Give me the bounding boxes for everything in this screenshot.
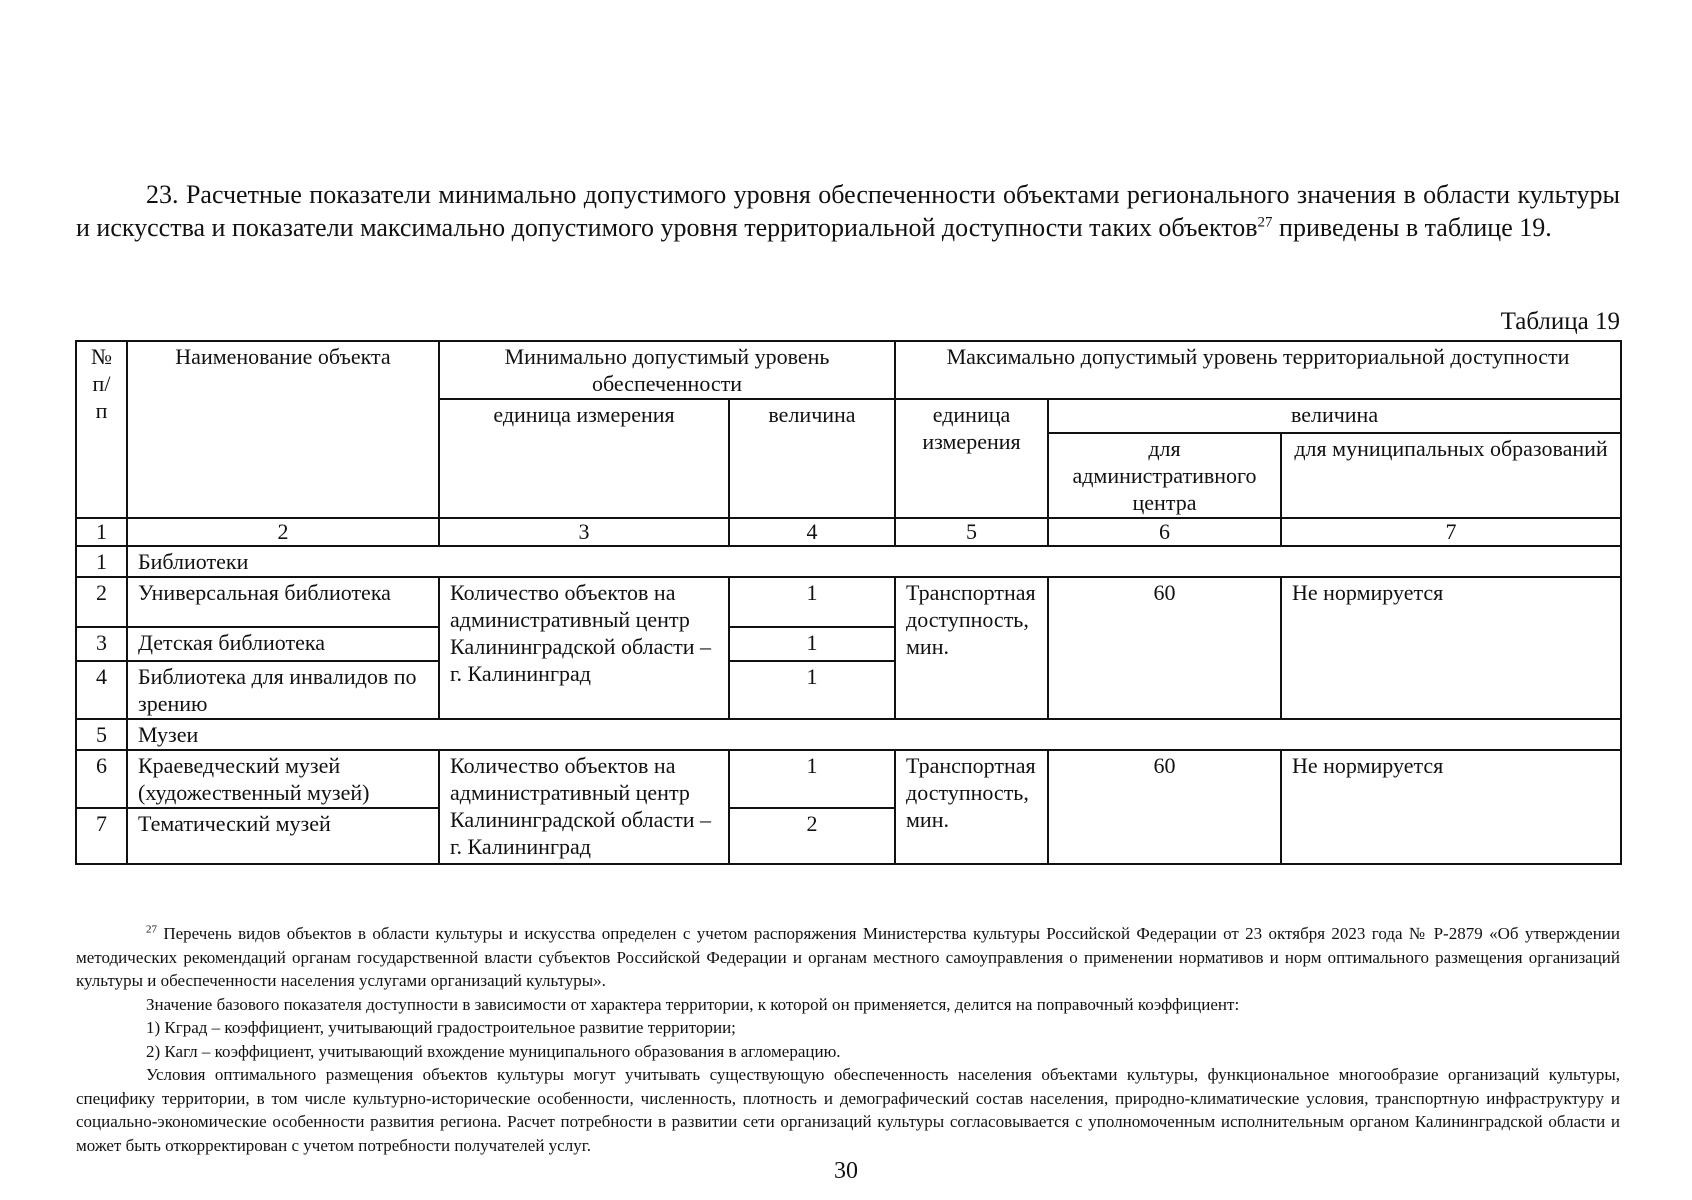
page-number: 30 xyxy=(834,1158,858,1184)
value-cell: 1 xyxy=(729,750,895,808)
header-max-admin: для административного центра xyxy=(1048,433,1281,518)
row-number: 6 xyxy=(76,750,127,808)
municipal-value-cell: Не нормируется xyxy=(1281,577,1621,719)
header-max-value: величина xyxy=(1048,399,1621,433)
intro-text: 23. Расчетные показатели минимально допустимого уровня обеспеченности объектами регионального значения в области культуры и искусства и показатели максимально допустимого уровня территориальной доступности таких объектов xyxy=(76,180,1620,242)
footnote-reference[interactable]: 27 xyxy=(1257,214,1273,231)
row-number: 7 xyxy=(76,808,127,864)
row-number: 2 xyxy=(76,577,127,627)
access-unit-cell: Транспортная доступность, мин. xyxy=(895,577,1048,719)
intro-text-end: приведены в таблице 19. xyxy=(1272,213,1552,242)
row-number: 5 xyxy=(76,719,127,750)
header-max-group: Максимально допустимый уровень территориальной доступности xyxy=(895,341,1621,399)
row-number: 1 xyxy=(76,546,127,577)
admin-value-cell: 60 xyxy=(1048,750,1281,864)
row-number: 3 xyxy=(76,627,127,661)
table-header-row xyxy=(76,341,1621,399)
section-title: Музеи xyxy=(127,719,1621,750)
admin-value-cell: 60 xyxy=(1048,577,1281,719)
table-row xyxy=(76,750,1621,808)
header-name: Наименование объекта xyxy=(127,341,439,518)
section-row-museums xyxy=(76,719,1621,750)
table-caption: Таблица 19 xyxy=(1500,308,1620,335)
column-number: 6 xyxy=(1048,518,1281,546)
footnote-mark: 27 xyxy=(146,923,157,936)
header-min-value: величина xyxy=(729,399,895,518)
object-name: Детская библиотека xyxy=(127,627,439,661)
object-name: Краеведческий музей (художественный музей) xyxy=(127,750,439,808)
header-num: № п/п xyxy=(76,341,127,518)
header-max-unit: единица измерения xyxy=(895,399,1048,518)
column-number: 7 xyxy=(1281,518,1621,546)
footnotes xyxy=(76,922,1620,1157)
column-numbers-row xyxy=(76,518,1621,546)
column-number: 5 xyxy=(895,518,1048,546)
row-number: 4 xyxy=(76,661,127,719)
intro-paragraph xyxy=(76,178,1620,244)
footnote-27 xyxy=(76,922,1620,993)
object-name: Универсальная библиотека xyxy=(127,577,439,627)
table-row xyxy=(76,577,1621,627)
section-title: Библиотеки xyxy=(127,546,1621,577)
footnote-text: Перечень видов объектов в области культуры и искусства определен с учетом распоряжения Министерства культуры Российской Федерации от 23 октября 2023 года № Р-2879 «Об утверждении методических рекомендаций органам государственной власти субъектов Российской Федерации и органам местного самоуправления о применении нормативов и норм оптимального размещения организаций культуры и обеспеченности населения услугами организаций культуры». xyxy=(76,924,1620,990)
column-number: 2 xyxy=(127,518,439,546)
footnote-paragraph: Условия оптимального размещения объектов культуры могут учитывать существующую обеспеченность населения объектами культуры, функциональное многообразие организаций культуры, специфику территории, в том числе культурно-исторические особенности, численность, плотность и демографический состав населения, природно-климатические условия, транспортную инфраструктуру и социально-экономические особенности развития региона. Расчет потребности в развитии сети организаций культуры согласовывается с уполномоченным исполнительным органом Калининградской области и может быть откорректирован с учетом потребности получателей услуг. xyxy=(76,1065,1620,1155)
access-unit-cell: Транспортная доступность, мин. xyxy=(895,750,1048,864)
section-row-libraries xyxy=(76,546,1621,577)
object-name: Тематический музей xyxy=(127,808,439,864)
column-number: 1 xyxy=(76,518,127,546)
table-19 xyxy=(75,340,1622,865)
unit-cell: Количество объектов на административный центр Калининградской области – г. Калининград xyxy=(439,750,729,864)
footnote-paragraph: 1) Кград – коэффициент, учитывающий градостроительное развитие территории; xyxy=(146,1018,736,1037)
value-cell: 1 xyxy=(729,577,895,627)
column-number: 3 xyxy=(439,518,729,546)
header-max-municipal: для муниципальных образований xyxy=(1281,433,1621,518)
column-number: 4 xyxy=(729,518,895,546)
object-name: Библиотека для инвалидов по зрению xyxy=(127,661,439,719)
unit-cell: Количество объектов на административный центр Калининградской области – г. Калининград xyxy=(439,577,729,719)
value-cell: 1 xyxy=(729,627,895,661)
municipal-value-cell: Не нормируется xyxy=(1281,750,1621,864)
value-cell: 1 xyxy=(729,661,895,719)
footnote-paragraph: 2) Кагл – коэффициент, учитывающий вхождение муниципального образования в агломерацию. xyxy=(146,1041,841,1061)
footnote-paragraph: Значение базового показателя доступности в зависимости от характера территории, к которой он применяется, делится на поправочный коэффициент: xyxy=(146,994,1240,1014)
value-cell: 2 xyxy=(729,808,895,864)
header-min-unit: единица измерения xyxy=(439,399,729,518)
header-min-group: Минимально допустимый уровень обеспеченности xyxy=(439,341,895,399)
